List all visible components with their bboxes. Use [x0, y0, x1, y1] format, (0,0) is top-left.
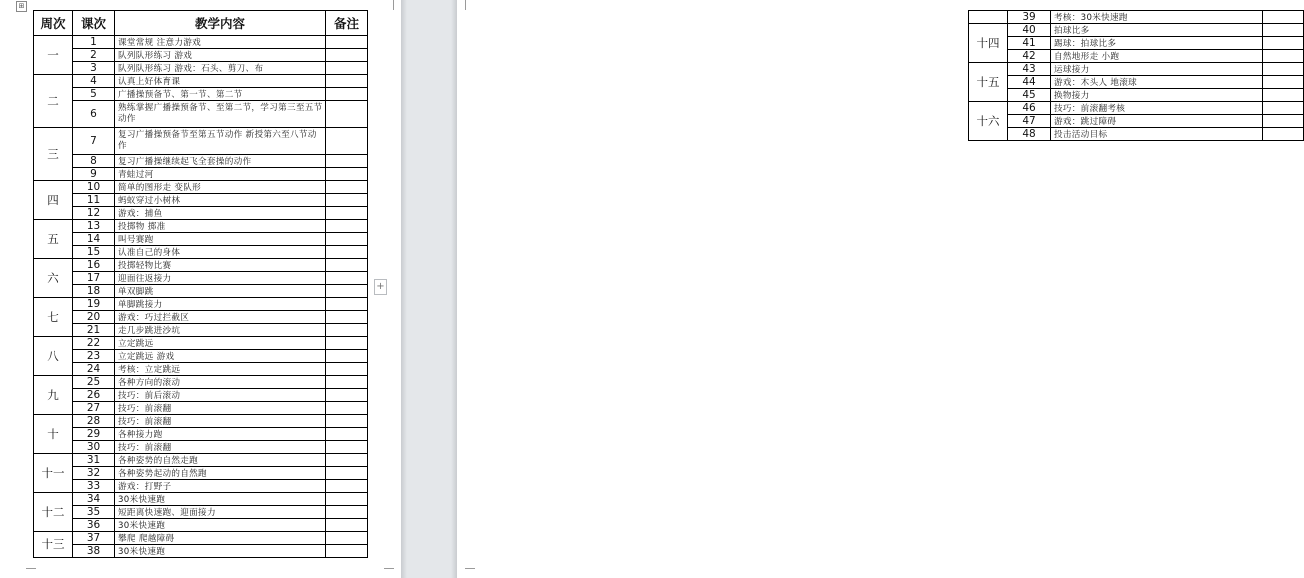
lesson-number-cell: 42 — [1008, 50, 1051, 63]
table-row — [34, 219, 368, 232]
lesson-number-cell: 14 — [73, 232, 115, 245]
week-cell: 六 — [34, 258, 73, 297]
week-cell: 十 — [34, 414, 73, 453]
table-row — [34, 440, 368, 453]
lesson-content-cell: 复习广播操继续起飞全套操的动作 — [115, 154, 326, 167]
lesson-number-cell: 39 — [1008, 11, 1051, 24]
right-page — [457, 0, 1138, 578]
note-cell — [326, 375, 368, 388]
lesson-content-cell: 游戏：巧过拦截区 — [115, 310, 326, 323]
lesson-content-cell: 认真上好体育课 — [115, 75, 326, 88]
table-row — [969, 24, 1304, 37]
table-row — [34, 75, 368, 88]
note-cell — [326, 466, 368, 479]
lesson-content-cell: 熟练掌握广播操预备节、至第二节，学习第三至五节动作 — [115, 101, 326, 128]
lesson-number-cell: 10 — [73, 180, 115, 193]
table-row — [34, 505, 368, 518]
header-content: 教学内容 — [115, 11, 326, 36]
lesson-number-cell: 37 — [73, 531, 115, 544]
table-row — [34, 245, 368, 258]
note-cell — [326, 427, 368, 440]
lesson-number-cell: 22 — [73, 336, 115, 349]
note-cell — [1263, 11, 1304, 24]
lesson-number-cell: 41 — [1008, 37, 1051, 50]
lesson-number-cell: 30 — [73, 440, 115, 453]
lesson-content-cell: 技巧：前滚翻 — [115, 401, 326, 414]
page-corner-mark — [465, 568, 475, 569]
lesson-number-cell: 6 — [73, 101, 115, 128]
lesson-number-cell: 20 — [73, 310, 115, 323]
lesson-number-cell: 28 — [73, 414, 115, 427]
table-row — [969, 102, 1304, 115]
page-shadow — [401, 0, 407, 578]
lesson-number-cell: 8 — [73, 154, 115, 167]
table-row — [34, 180, 368, 193]
lesson-content-cell: 游戏：木头人 地滚球 — [1051, 76, 1263, 89]
lesson-content-cell: 蚂蚁穿过小树林 — [115, 193, 326, 206]
page-corner-mark — [393, 0, 394, 10]
lesson-content-cell: 各种姿势起动的自然跑 — [115, 466, 326, 479]
lesson-number-cell: 2 — [73, 49, 115, 62]
lesson-content-cell: 叫号赛跑 — [115, 232, 326, 245]
note-cell — [1263, 50, 1304, 63]
week-cell: 十二 — [34, 492, 73, 531]
lesson-number-cell: 21 — [73, 323, 115, 336]
note-cell — [326, 258, 368, 271]
table-row — [969, 11, 1304, 24]
note-cell — [326, 505, 368, 518]
table-row — [34, 479, 368, 492]
table-row — [34, 427, 368, 440]
table-row — [969, 37, 1304, 50]
lesson-number-cell: 27 — [73, 401, 115, 414]
lesson-number-cell: 32 — [73, 466, 115, 479]
week-cell: 五 — [34, 219, 73, 258]
table-row — [34, 349, 368, 362]
table-row — [34, 323, 368, 336]
note-cell — [326, 88, 368, 101]
lesson-content-cell: 投掷轻物比赛 — [115, 258, 326, 271]
note-cell — [1263, 115, 1304, 128]
header-note: 备注 — [326, 11, 368, 36]
note-cell — [326, 49, 368, 62]
note-cell — [326, 336, 368, 349]
lesson-number-cell: 45 — [1008, 89, 1051, 102]
note-cell — [1263, 63, 1304, 76]
table-row — [34, 336, 368, 349]
note-cell — [1263, 128, 1304, 141]
lesson-content-cell: 认准自己的身体 — [115, 245, 326, 258]
note-cell — [326, 101, 368, 128]
lesson-content-cell: 拍球比多 — [1051, 24, 1263, 37]
note-cell — [326, 206, 368, 219]
table-move-handle-icon[interactable]: ⊞ — [16, 1, 27, 12]
table-row — [34, 492, 368, 505]
lesson-content-cell: 考核：立定跳远 — [115, 362, 326, 375]
week-cell — [969, 11, 1008, 24]
page-gutter — [401, 0, 457, 578]
table-row — [34, 466, 368, 479]
lesson-number-cell: 47 — [1008, 115, 1051, 128]
note-cell — [326, 219, 368, 232]
lesson-number-cell: 25 — [73, 375, 115, 388]
lesson-number-cell: 40 — [1008, 24, 1051, 37]
note-cell — [1263, 76, 1304, 89]
lesson-content-cell: 游戏：跳过障碍 — [1051, 115, 1263, 128]
note-cell — [1263, 89, 1304, 102]
table-header-row — [34, 11, 368, 36]
table-row — [34, 232, 368, 245]
table-row — [34, 258, 368, 271]
table-row — [34, 154, 368, 167]
lesson-content-cell: 各种接力跑 — [115, 427, 326, 440]
lesson-number-cell: 1 — [73, 36, 115, 49]
note-cell — [1263, 24, 1304, 37]
note-cell — [326, 36, 368, 49]
note-cell — [1263, 37, 1304, 50]
lesson-content-cell: 单脚跳接力 — [115, 297, 326, 310]
week-cell: 四 — [34, 180, 73, 219]
expand-icon[interactable]: + — [374, 279, 387, 295]
lesson-number-cell: 18 — [73, 284, 115, 297]
lesson-content-cell: 攀爬 爬越障碍 — [115, 531, 326, 544]
table-row — [34, 531, 368, 544]
table-row — [969, 76, 1304, 89]
note-cell — [326, 75, 368, 88]
note-cell — [326, 180, 368, 193]
lesson-number-cell: 4 — [73, 75, 115, 88]
table-row — [34, 206, 368, 219]
lesson-number-cell: 11 — [73, 193, 115, 206]
week-cell: 九 — [34, 375, 73, 414]
lesson-number-cell: 33 — [73, 479, 115, 492]
lesson-content-cell: 立定跳远 — [115, 336, 326, 349]
lesson-content-cell: 游戏：打野子 — [115, 479, 326, 492]
lesson-content-cell: 投击活动目标 — [1051, 128, 1263, 141]
note-cell — [1263, 102, 1304, 115]
table-row — [34, 375, 368, 388]
lesson-content-cell: 30米快速跑 — [115, 518, 326, 531]
page-corner-mark — [384, 568, 394, 569]
week-cell: 八 — [34, 336, 73, 375]
week-cell: 七 — [34, 297, 73, 336]
note-cell — [326, 310, 368, 323]
lesson-content-cell: 短距离快速跑、迎面接力 — [115, 505, 326, 518]
lesson-content-cell: 复习广播操预备节至第五节动作 新授第六至八节动作 — [115, 127, 326, 154]
table-row — [34, 518, 368, 531]
lesson-content-cell: 游戏：捕鱼 — [115, 206, 326, 219]
lesson-content-cell: 青蛙过河 — [115, 167, 326, 180]
lesson-content-cell: 考核：30米快速跑 — [1051, 11, 1263, 24]
note-cell — [326, 323, 368, 336]
lesson-content-cell: 技巧：前后滚动 — [115, 388, 326, 401]
lesson-content-cell: 技巧：前滚翻 — [115, 414, 326, 427]
lesson-number-cell: 12 — [73, 206, 115, 219]
page-corner-mark — [26, 568, 36, 569]
lesson-number-cell: 13 — [73, 219, 115, 232]
week-cell: 十五 — [969, 63, 1008, 102]
lesson-content-cell: 30米快速跑 — [115, 544, 326, 557]
lesson-number-cell: 31 — [73, 453, 115, 466]
note-cell — [326, 401, 368, 414]
lesson-content-cell: 运球接力 — [1051, 63, 1263, 76]
note-cell — [326, 284, 368, 297]
lesson-number-cell: 44 — [1008, 76, 1051, 89]
lesson-content-cell: 30米快速跑 — [115, 492, 326, 505]
note-cell — [326, 245, 368, 258]
lesson-number-cell: 16 — [73, 258, 115, 271]
lesson-content-cell: 队列队形练习 游戏 — [115, 49, 326, 62]
lesson-content-cell: 技巧：前滚翻 — [115, 440, 326, 453]
note-cell — [326, 362, 368, 375]
note-cell — [326, 193, 368, 206]
lesson-content-cell: 迎面往返接力 — [115, 271, 326, 284]
lesson-content-cell: 简单的图形走 变队形 — [115, 180, 326, 193]
lesson-number-cell: 43 — [1008, 63, 1051, 76]
lesson-content-cell: 队列队形练习 游戏：石头、剪刀、布 — [115, 62, 326, 75]
note-cell — [326, 518, 368, 531]
table-row — [34, 167, 368, 180]
lesson-content-cell: 技巧：前滚翻考核 — [1051, 102, 1263, 115]
table-row — [34, 127, 368, 154]
lesson-content-cell: 广播操预备节、第一节、第二节 — [115, 88, 326, 101]
lesson-number-cell: 19 — [73, 297, 115, 310]
table-row — [34, 544, 368, 557]
table-row — [34, 310, 368, 323]
lesson-content-cell: 立定跳远 游戏 — [115, 349, 326, 362]
header-week: 周次 — [34, 11, 73, 36]
note-cell — [326, 453, 368, 466]
table-row — [34, 453, 368, 466]
lesson-number-cell: 7 — [73, 127, 115, 154]
note-cell — [326, 531, 368, 544]
lesson-content-cell: 换物接力 — [1051, 89, 1263, 102]
note-cell — [326, 271, 368, 284]
teaching-plan-table-continued — [968, 10, 1304, 141]
lesson-number-cell: 15 — [73, 245, 115, 258]
note-cell — [326, 492, 368, 505]
lesson-content-cell: 各种姿势的自然走跑 — [115, 453, 326, 466]
week-cell: 二 — [34, 75, 73, 128]
lesson-number-cell: 48 — [1008, 128, 1051, 141]
table-body — [34, 36, 368, 558]
week-cell: 十六 — [969, 102, 1008, 141]
table-row — [34, 49, 368, 62]
lesson-number-cell: 3 — [73, 62, 115, 75]
lesson-number-cell: 38 — [73, 544, 115, 557]
lesson-number-cell: 5 — [73, 88, 115, 101]
note-cell — [326, 388, 368, 401]
table-row — [34, 271, 368, 284]
note-cell — [326, 232, 368, 245]
table-row — [34, 62, 368, 75]
lesson-content-cell: 投掷物 掷准 — [115, 219, 326, 232]
note-cell — [326, 154, 368, 167]
lesson-number-cell: 35 — [73, 505, 115, 518]
note-cell — [326, 440, 368, 453]
table-row — [969, 63, 1304, 76]
note-cell — [326, 349, 368, 362]
table-row — [34, 297, 368, 310]
table-row — [34, 414, 368, 427]
lesson-content-cell: 课堂常规 注意力游戏 — [115, 36, 326, 49]
week-cell: 十一 — [34, 453, 73, 492]
note-cell — [326, 127, 368, 154]
lesson-number-cell: 36 — [73, 518, 115, 531]
lesson-number-cell: 17 — [73, 271, 115, 284]
note-cell — [326, 414, 368, 427]
table-body — [969, 11, 1304, 141]
note-cell — [326, 167, 368, 180]
note-cell — [326, 544, 368, 557]
lesson-content-cell: 走几步跳进沙坑 — [115, 323, 326, 336]
lesson-number-cell: 23 — [73, 349, 115, 362]
note-cell — [326, 297, 368, 310]
table-row — [34, 36, 368, 49]
lesson-number-cell: 9 — [73, 167, 115, 180]
lesson-content-cell: 单双脚跳 — [115, 284, 326, 297]
lesson-number-cell: 46 — [1008, 102, 1051, 115]
teaching-plan-table — [33, 10, 368, 558]
table-row — [34, 362, 368, 375]
left-page — [0, 0, 401, 578]
week-cell: 十三 — [34, 531, 73, 557]
table-row — [34, 101, 368, 128]
lesson-number-cell: 29 — [73, 427, 115, 440]
week-cell: 一 — [34, 36, 73, 75]
table-row — [969, 128, 1304, 141]
table-row — [969, 50, 1304, 63]
week-cell: 十四 — [969, 24, 1008, 63]
lesson-number-cell: 34 — [73, 492, 115, 505]
table-row — [34, 88, 368, 101]
table-row — [969, 115, 1304, 128]
week-cell: 三 — [34, 127, 73, 180]
table-row — [34, 401, 368, 414]
note-cell — [326, 479, 368, 492]
lesson-number-cell: 26 — [73, 388, 115, 401]
note-cell — [326, 62, 368, 75]
lesson-content-cell: 各种方向的滚动 — [115, 375, 326, 388]
table-row — [34, 388, 368, 401]
lesson-content-cell: 自然地形走 小跑 — [1051, 50, 1263, 63]
table-row — [969, 89, 1304, 102]
table-row — [34, 284, 368, 297]
table-row — [34, 193, 368, 206]
lesson-number-cell: 24 — [73, 362, 115, 375]
header-lesson: 课次 — [73, 11, 115, 36]
lesson-content-cell: 踢球：拍球比多 — [1051, 37, 1263, 50]
page-corner-mark — [465, 0, 466, 10]
